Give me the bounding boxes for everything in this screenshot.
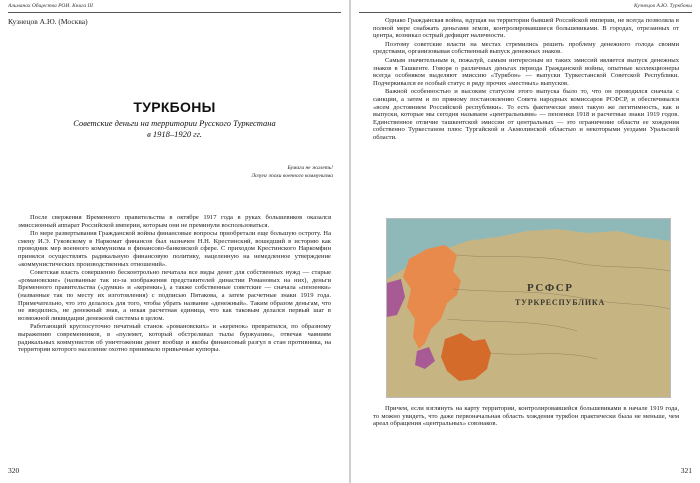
- subtitle-line-1: Советские деньги на территории Русского Туркестана: [73, 118, 276, 128]
- paragraph: Причем, если взглянуть на карту территории, контролировавшейся большевиками в начале 1919 года, то можно увидеть, что даже первоначальная область хождения туркбон практически была не меньше, чем ареал обращения «центральных» совзнаков.: [373, 405, 679, 428]
- page-number-left: 320: [8, 466, 20, 475]
- paragraph: Важной особенностью и высоким статусом этого выпуска было то, что он проводился сначала с санкции, а затем и по прямому постановлению Совета народных комиссаров РСФСР, и обеспечивался «всем достоянием Российской республики». То есть фактически имел такую же легитимность, как и выпуски, которые мы сегодня называем «центральными» — пензенки 1918 и расчетные знаки 1919 годов. Единственное отличие ташкентской эмиссии от центральных — это ограничение области ее хождения собственно Туркестаном плюс Тургайской и Акмолинской областью и некоторыми уездами Уральской области.: [373, 88, 679, 141]
- article-title: ТУРКБОНЫ: [133, 99, 216, 115]
- author-line: Кузнецов А.Ю. (Москва): [8, 17, 88, 26]
- map-label-turkrespublika: ТУРКРЕСПУБЛИКА: [515, 298, 606, 307]
- paragraph: По мере развертывания Гражданской войны финансовые вопросы приобретали еще большую остроту. На смену И.Э. Гуковскому в Наркомат финансов был назначен Н.Н. Крестинский, вошедший в историю как проводник мер военного коммунизма в финансово-банковской сфере. С приходом Крестинского Наркомфин принялся осуществлять радикальную финансовую политику, нацеленную на немедленное утверждение «коммунистических производственных отношений».: [18, 230, 331, 268]
- article-subtitle: [20, 118, 329, 140]
- paragraph: Работающий круглосуточно печатный станок «романовских» и «керенок» превратился, по образному выражению современников, в «пулемет, который обстреливал тылы буржуазии», отвечая чаяниям радикальных коммунистов об уничтожении денег вообще и якобы финансовый разгул в стан противника, на территории которого население охотно принимало привычные купюры.: [18, 323, 331, 354]
- paragraph: Советская власть совершенно бесконтрольно печатала все виды денег для собственных нужд — старые «романовские» (названные так из-за изображения представителей династии Романовых на них), деньги Временного правительства («думки» и «керенки»), а также собственные советские — сначала «пензенки» (названные так по месту их изготовления) с подписью Пятакова, а затем расчетные знаки 1919 года. Примечательно, что это делалось для того, чтобы убрать название «денежный». Таким образом деньгам, что не вводились, не денежный знак, а некая расчетная единица, что как таковым делался первый шаг в возможной ликвидации денежной системы в целом.: [18, 269, 331, 322]
- paragraph: Однако Гражданская война, идущая на территории бывшей Российской империи, не всегда позволяла в полной мере снабжать деньгами земли, контролировавшиеся большевиками. В городах, отрезанных от центра, возникал острый дефицит наличности.: [373, 17, 679, 40]
- right-body-text-after-map: [373, 405, 679, 429]
- paragraph: Самым значительным и, пожалуй, самым интересным из таких эмиссий является выпуск денежных знаков в Ташкенте. Говоря о различных деньгах периода Гражданской войны, опытные коллекционеры всегда особняком выделяют эмиссию «Туркбон» — выпуски Туркестанской Советской Республики. Подчеркивался ее особый статус в ряду прочих «местных» выпусков.: [373, 56, 679, 87]
- right-body-text: [373, 17, 679, 143]
- historical-map: [386, 218, 671, 398]
- right-page: [351, 0, 700, 483]
- paragraph: Поэтому советские власти на местах стремились решить проблему денежного голода своими средствами, организовывая собственный выпуск денежных знаков.: [373, 40, 679, 56]
- left-page: [0, 0, 349, 483]
- running-head-right: Кузнецов А.Ю. Туркбоны: [634, 3, 692, 9]
- header-rule-left: [8, 12, 341, 13]
- map-illustration: [387, 219, 670, 397]
- header-rule-right: [359, 12, 692, 13]
- epigraph-source: Лозунг эпохи военного коммунизма: [251, 172, 333, 179]
- paragraph: После свержения Временного правительства в октябре 1917 года в руках большевиков оказался эмиссионный аппарат Российской империи, которым они не преминули воспользоваться.: [18, 214, 331, 229]
- page-number-right: 321: [680, 466, 692, 475]
- left-body-text: [18, 214, 331, 355]
- subtitle-line-2: в 1918–1920 гг.: [147, 129, 202, 139]
- epigraph: [251, 165, 333, 180]
- map-label-rsfsr: РСФСР: [527, 282, 574, 294]
- running-head-left: Альманах Общества РОИ. Книга III: [8, 3, 93, 9]
- epigraph-quote: Бумаги не жалеть!: [287, 165, 333, 171]
